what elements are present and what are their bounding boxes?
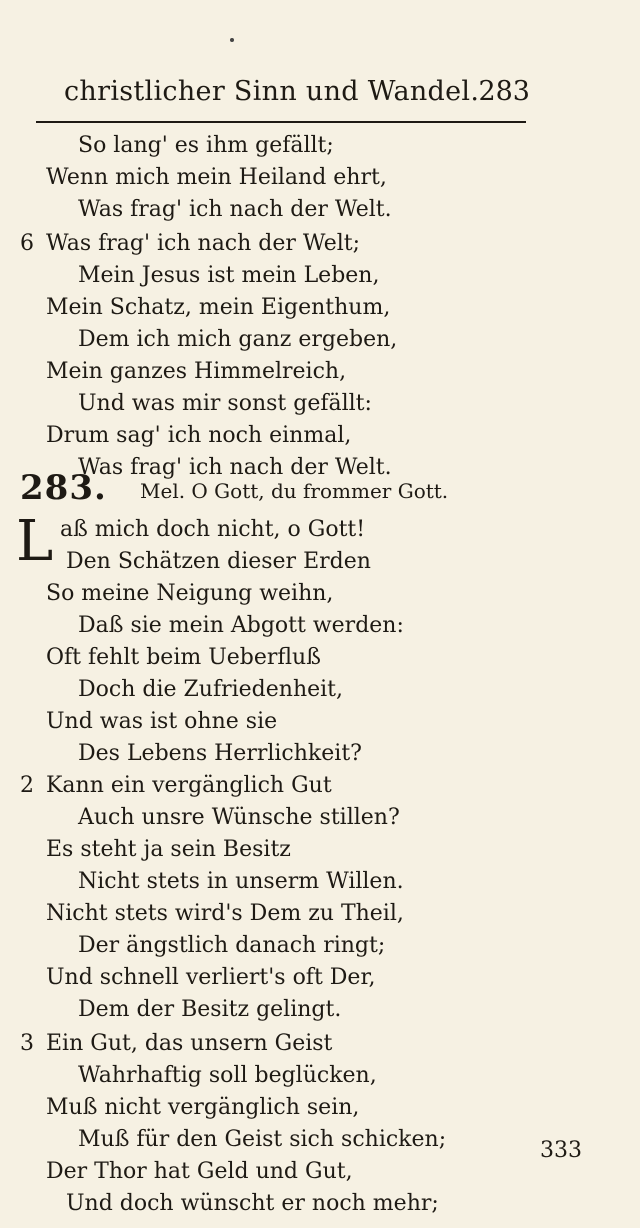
verse-line: Ein Gut, das unsern Geist bbox=[46, 1031, 333, 1056]
verse-line: Muß nicht vergänglich sein, bbox=[46, 1095, 360, 1120]
stanza-number: 3 bbox=[20, 1031, 34, 1056]
hymn-number: 283. bbox=[20, 468, 107, 508]
verse-line: Muß für den Geist sich schicken; bbox=[78, 1127, 447, 1152]
verse-line: Der ängstlich danach ringt; bbox=[78, 933, 386, 958]
verse-line: Daß sie mein Abgott werden: bbox=[78, 613, 404, 638]
drop-cap: L bbox=[16, 509, 54, 574]
running-title: christlicher Sinn und Wandel. bbox=[64, 76, 480, 107]
page-number: 283 bbox=[478, 76, 530, 107]
melody-indication: Mel. O Gott, du frommer Gott. bbox=[140, 479, 449, 503]
verse-line: Und doch wünscht er noch mehr; bbox=[66, 1191, 439, 1216]
verse-line: Und schnell verliert's oft Der, bbox=[46, 965, 376, 990]
signature-number: 333 bbox=[540, 1138, 582, 1163]
verse-line: Den Schätzen dieser Erden bbox=[66, 549, 371, 574]
verse-line: Wahrhaftig soll beglücken, bbox=[78, 1063, 377, 1088]
verse-line: Dem der Besitz gelingt. bbox=[78, 997, 342, 1022]
verse-line: Mein ganzes Himmelreich, bbox=[46, 359, 347, 384]
verse-line: Nicht stets wird's Dem zu Theil, bbox=[46, 901, 404, 926]
verse-line: Und was mir sonst gefällt: bbox=[78, 391, 372, 416]
stanza-number: 2 bbox=[20, 773, 34, 798]
verse-line: Nicht stets in unserm Willen. bbox=[78, 869, 404, 894]
verse-line: Mein Jesus ist mein Leben, bbox=[78, 263, 380, 288]
verse-line: So lang' es ihm gefällt; bbox=[78, 133, 334, 158]
stanza-number: 6 bbox=[20, 231, 34, 256]
ink-speck bbox=[230, 38, 234, 42]
verse-line: Wenn mich mein Heiland ehrt, bbox=[46, 165, 387, 190]
verse-line: So meine Neigung weihn, bbox=[46, 581, 334, 606]
verse-line: Dem ich mich ganz ergeben, bbox=[78, 327, 398, 352]
verse-line: Der Thor hat Geld und Gut, bbox=[46, 1159, 353, 1184]
verse-line: Doch die Zufriedenheit, bbox=[78, 677, 343, 702]
verse-line: Was frag' ich nach der Welt. bbox=[78, 455, 392, 480]
verse-line: aß mich doch nicht, o Gott! bbox=[60, 517, 366, 542]
header-rule bbox=[36, 121, 526, 123]
verse-line: Drum sag' ich noch einmal, bbox=[46, 423, 352, 448]
verse-line: Was frag' ich nach der Welt. bbox=[78, 197, 392, 222]
verse-line: Mein Schatz, mein Eigenthum, bbox=[46, 295, 391, 320]
running-header bbox=[64, 72, 530, 112]
verse-line: Was frag' ich nach der Welt; bbox=[46, 231, 361, 256]
verse-line: Des Lebens Herrlichkeit? bbox=[78, 741, 362, 766]
verse-line: Kann ein vergänglich Gut bbox=[46, 773, 332, 798]
verse-line: Es steht ja sein Besitz bbox=[46, 837, 291, 862]
verse-line: Auch unsre Wünsche stillen? bbox=[78, 805, 400, 830]
verse-line: Oft fehlt beim Ueberfluß bbox=[46, 645, 321, 670]
verse-line: Und was ist ohne sie bbox=[46, 709, 278, 734]
